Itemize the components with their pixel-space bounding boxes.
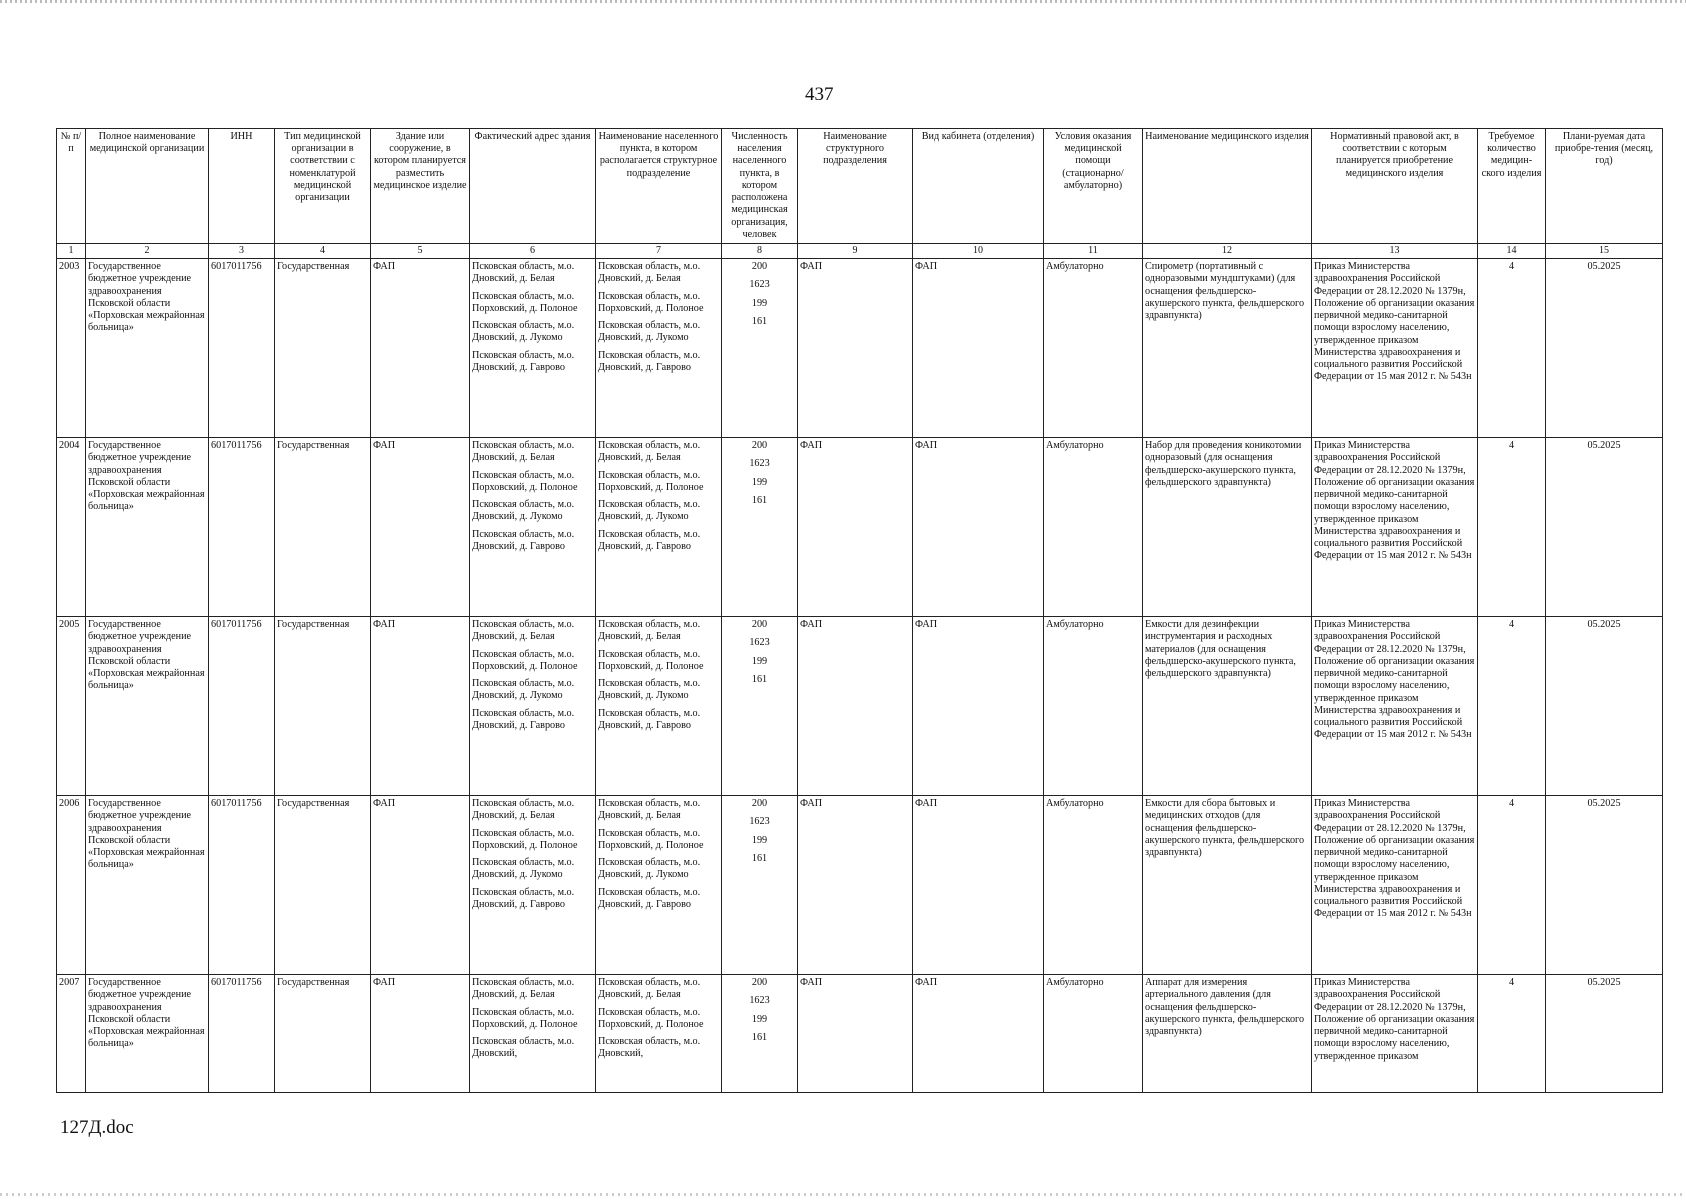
- settlement-cell: [596, 259, 722, 438]
- header-cell: № п/п: [57, 129, 86, 244]
- population: 161: [751, 673, 768, 685]
- settlement: Псковская область, м.о. Дновский, д. Гаврово: [598, 886, 701, 910]
- org-name: Государственное бюджетное учреждение здравоохранения Псковской области «Порховская межрайонная больница»: [86, 617, 209, 796]
- column-number: 10: [913, 244, 1044, 259]
- device-name: Емкости для дезинфекции инструментария и расходных материалов (для оснащения фельдшерско-акушерского пункта, фельдшерского здравпункта): [1143, 617, 1312, 796]
- planned-date: 05.2025: [1546, 796, 1663, 975]
- population: 1623: [749, 637, 770, 649]
- population: 161: [751, 852, 768, 864]
- address: Псковская область, м.о. Дновский, д. Белая: [472, 261, 575, 285]
- legal-act: Приказ Министерства здравоохранения Российской Федерации от 28.12.2020 № 1379н, Положение об организации оказания первичной медико-санитарной помощи взрослому населению, утвержденное приказом Министерства здравоохранения и социального развития Российской Федерации от 15 мая 2012 г. № 543н: [1312, 796, 1478, 975]
- header-cell: Вид кабинета (отделения): [913, 129, 1044, 244]
- column-number: 11: [1044, 244, 1143, 259]
- settlement: Псковская область, м.о. Дновский, д. Белая: [598, 440, 701, 464]
- address: Псковская область, м.о. Дновский, д. Гаврово: [472, 707, 575, 731]
- inn: 6017011756: [209, 617, 275, 796]
- row-number: 2005: [57, 617, 86, 796]
- address: Псковская область, м.о. Дновский, д. Лукомо: [472, 678, 575, 702]
- row-number: 2003: [57, 259, 86, 438]
- org-name: Государственное бюджетное учреждение здравоохранения Псковской области «Порховская межрайонная больница»: [86, 259, 209, 438]
- settlement: Псковская область, м.о. Дновский, д. Белая: [598, 619, 701, 643]
- population: 199: [751, 834, 768, 846]
- settlement: Псковская область, м.о. Дновский, д. Белая: [598, 261, 701, 285]
- column-number: 15: [1546, 244, 1663, 259]
- population: 199: [751, 297, 768, 309]
- header-cell: ИНН: [209, 129, 275, 244]
- address-cell: [470, 796, 596, 975]
- planned-date: 05.2025: [1546, 975, 1663, 1093]
- address: Псковская область, м.о. Дновский, д. Гаврово: [472, 886, 575, 910]
- care-conditions: Амбулаторно: [1044, 796, 1143, 975]
- address: Псковская область, м.о. Дновский, д. Белая: [472, 798, 575, 822]
- address: Псковская область, м.о. Дновский, д. Лукомо: [472, 320, 575, 344]
- settlement-cell: [596, 975, 722, 1093]
- settlement: Псковская область, м.о. Дновский, д. Гаврово: [598, 528, 701, 552]
- population: 200: [751, 619, 768, 631]
- population: 199: [751, 1013, 768, 1025]
- structural-unit: ФАП: [798, 438, 913, 617]
- table-row: [57, 438, 1663, 617]
- inn: 6017011756: [209, 259, 275, 438]
- inn: 6017011756: [209, 796, 275, 975]
- address: Псковская область, м.о. Дновский, д. Лукомо: [472, 857, 575, 881]
- settlement: Псковская область, м.о. Дновский, д. Белая: [598, 977, 701, 1001]
- building: ФАП: [371, 796, 470, 975]
- quantity: 4: [1478, 975, 1546, 1093]
- header-cell: Плани-руемая дата приобре-тения (месяц, год): [1546, 129, 1663, 244]
- org-name: Государственное бюджетное учреждение здравоохранения Псковской области «Порховская межрайонная больница»: [86, 975, 209, 1093]
- legal-act: Приказ Министерства здравоохранения Российской Федерации от 28.12.2020 № 1379н, Положение об организации оказания первичной медико-санитарной помощи взрослому населению, утвержденное приказом Министерства здравоохранения и социального развития Российской Федерации от 15 мая 2012 г. № 543н: [1312, 617, 1478, 796]
- column-number: 13: [1312, 244, 1478, 259]
- column-number: 5: [371, 244, 470, 259]
- cabinet-type: ФАП: [913, 259, 1044, 438]
- header-cell: Условия оказания медицинской помощи (стационарно/ амбулаторно): [1044, 129, 1143, 244]
- population: 200: [751, 440, 768, 452]
- population: 1623: [749, 995, 770, 1007]
- table-row: [57, 796, 1663, 975]
- table-row: [57, 617, 1663, 796]
- column-number: 6: [470, 244, 596, 259]
- address: Псковская область, м.о. Порховский, д. Полоное: [472, 1006, 578, 1030]
- column-number: 3: [209, 244, 275, 259]
- legal-act: Приказ Министерства здравоохранения Российской Федерации от 28.12.2020 № 1379н, Положение об организации оказания первичной медико-санитарной помощи взрослому населению, утвержденное приказом Министерства здравоохранения и социального развития Российской Федерации от 15 мая 2012 г. № 543н: [1312, 259, 1478, 438]
- care-conditions: Амбулаторно: [1044, 438, 1143, 617]
- header-cell: Здание или сооружение, в котором планируется разместить медицинское изделие: [371, 129, 470, 244]
- address: Псковская область, м.о. Дновский, д. Белая: [472, 977, 575, 1001]
- header-cell: Полное наименование медицинской организации: [86, 129, 209, 244]
- address: Псковская область, м.о. Дновский, д. Белая: [472, 440, 575, 464]
- inn: 6017011756: [209, 438, 275, 617]
- population-cell: [722, 259, 798, 438]
- settlement-cell: [596, 438, 722, 617]
- column-number: 4: [275, 244, 371, 259]
- legal-act: Приказ Министерства здравоохранения Российской Федерации от 28.12.2020 № 1379н, Положение об организации оказания первичной медико-санитарной помощи взрослому населению, утвержденное приказом: [1312, 975, 1478, 1093]
- quantity: 4: [1478, 438, 1546, 617]
- building: ФАП: [371, 438, 470, 617]
- address: Псковская область, м.о. Дновский, д. Гаврово: [472, 528, 575, 552]
- address-cell: [470, 975, 596, 1093]
- address-cell: [470, 617, 596, 796]
- settlement-cell: [596, 796, 722, 975]
- population-cell: [722, 975, 798, 1093]
- cabinet-type: ФАП: [913, 796, 1044, 975]
- column-number: 8: [722, 244, 798, 259]
- scan-edge-bottom: [0, 1193, 1686, 1196]
- structural-unit: ФАП: [798, 975, 913, 1093]
- row-number: 2007: [57, 975, 86, 1093]
- planned-date: 05.2025: [1546, 259, 1663, 438]
- population: 1623: [749, 458, 770, 470]
- population: 161: [751, 315, 768, 327]
- org-type: Государственная: [275, 617, 371, 796]
- settlement: Псковская область, м.о. Порховский, д. Полоное: [598, 1006, 704, 1030]
- cabinet-type: ФАП: [913, 617, 1044, 796]
- header-cell: Требуемое количество медицин-ского изделия: [1478, 129, 1546, 244]
- population: 1623: [749, 816, 770, 828]
- settlement: Псковская область, м.о. Порховский, д. Полоное: [598, 827, 704, 851]
- quantity: 4: [1478, 259, 1546, 438]
- address: Псковская область, м.о. Порховский, д. Полоное: [472, 827, 578, 851]
- column-number: 14: [1478, 244, 1546, 259]
- column-number: 9: [798, 244, 913, 259]
- quantity: 4: [1478, 617, 1546, 796]
- org-type: Государственная: [275, 975, 371, 1093]
- settlement: Псковская область, м.о. Дновский, д. Гаврово: [598, 707, 701, 731]
- equipment-table: [56, 128, 1663, 1093]
- settlement: Псковская область, м.о. Дновский,: [598, 1036, 701, 1060]
- header-cell: Тип медицинской организации в соответствии с номенклатурой медицинской организации: [275, 129, 371, 244]
- column-number: 7: [596, 244, 722, 259]
- building: ФАП: [371, 259, 470, 438]
- org-name: Государственное бюджетное учреждение здравоохранения Псковской области «Порховская межрайонная больница»: [86, 796, 209, 975]
- population: 200: [751, 798, 768, 810]
- address: Псковская область, м.о. Дновский, д. Лукомо: [472, 499, 575, 523]
- population: 200: [751, 261, 768, 273]
- settlement: Псковская область, м.о. Порховский, д. Полоное: [598, 648, 704, 672]
- address: Псковская область, м.о. Порховский, д. Полоное: [472, 290, 578, 314]
- population: 199: [751, 655, 768, 667]
- org-type: Государственная: [275, 438, 371, 617]
- scan-edge-top: [0, 0, 1686, 3]
- address: Псковская область, м.о. Дновский, д. Белая: [472, 619, 575, 643]
- building: ФАП: [371, 975, 470, 1093]
- header-cell: Нормативный правовой акт, в соответствии с которым планируется приобретение медицинского изделия: [1312, 129, 1478, 244]
- header-cell: Наименование структурного подразделения: [798, 129, 913, 244]
- org-type: Государственная: [275, 259, 371, 438]
- device-name: Спирометр (портативный с одноразовыми мундштуками) (для оснащения фельдшерско-акушерского пункта, фельдшерского здравпункта): [1143, 259, 1312, 438]
- header-cell: Фактический адрес здания: [470, 129, 596, 244]
- settlement: Псковская область, м.о. Дновский, д. Лукомо: [598, 857, 701, 881]
- device-name: Аппарат для измерения артериального давления (для оснащения фельдшерско-акушерского пункта, фельдшерского здравпункта): [1143, 975, 1312, 1093]
- settlement: Псковская область, м.о. Порховский, д. Полоное: [598, 469, 704, 493]
- header-cell: Наименование медицинского изделия: [1143, 129, 1312, 244]
- org-type: Государственная: [275, 796, 371, 975]
- legal-act: Приказ Министерства здравоохранения Российской Федерации от 28.12.2020 № 1379н, Положение об организации оказания первичной медико-санитарной помощи взрослому населению, утвержденное приказом Министерства здравоохранения и социального развития Российской Федерации от 15 мая 2012 г. № 543н: [1312, 438, 1478, 617]
- row-number: 2004: [57, 438, 86, 617]
- org-name: Государственное бюджетное учреждение здравоохранения Псковской области «Порховская межрайонная больница»: [86, 438, 209, 617]
- building: ФАП: [371, 617, 470, 796]
- table-row: [57, 259, 1663, 438]
- cabinet-type: ФАП: [913, 438, 1044, 617]
- address: Псковская область, м.о. Дновский,: [472, 1036, 575, 1060]
- settlement: Псковская область, м.о. Дновский, д. Гаврово: [598, 349, 701, 373]
- population: 161: [751, 494, 768, 506]
- header-cell: Наименование населенного пункта, в котором располагается структурное подразделение: [596, 129, 722, 244]
- address-cell: [470, 259, 596, 438]
- population: 1623: [749, 279, 770, 291]
- footer-filename: 127Д.doc: [60, 1117, 134, 1138]
- column-number-row: [57, 244, 1663, 259]
- planned-date: 05.2025: [1546, 438, 1663, 617]
- settlement: Псковская область, м.о. Дновский, д. Лукомо: [598, 678, 701, 702]
- settlement: Псковская область, м.о. Дновский, д. Лукомо: [598, 499, 701, 523]
- settlement: Псковская область, м.о. Дновский, д. Белая: [598, 798, 701, 822]
- planned-date: 05.2025: [1546, 617, 1663, 796]
- population: 199: [751, 476, 768, 488]
- header-cell: Численность населения населенного пункта, в котором расположена медицинская организация, человек: [722, 129, 798, 244]
- page-number: 437: [805, 84, 834, 105]
- settlement-cell: [596, 617, 722, 796]
- population: 200: [751, 977, 768, 989]
- population-cell: [722, 617, 798, 796]
- settlement: Псковская область, м.о. Дновский, д. Лукомо: [598, 320, 701, 344]
- population-cell: [722, 438, 798, 617]
- cabinet-type: ФАП: [913, 975, 1044, 1093]
- quantity: 4: [1478, 796, 1546, 975]
- device-name: Емкости для сбора бытовых и медицинских отходов (для оснащения фельдшерско-акушерского пункта, фельдшерского здравпункта): [1143, 796, 1312, 975]
- column-number: 1: [57, 244, 86, 259]
- column-number: 12: [1143, 244, 1312, 259]
- address: Псковская область, м.о. Порховский, д. Полоное: [472, 469, 578, 493]
- population-cell: [722, 796, 798, 975]
- table-row: [57, 975, 1663, 1093]
- settlement: Псковская область, м.о. Порховский, д. Полоное: [598, 290, 704, 314]
- column-number: 2: [86, 244, 209, 259]
- care-conditions: Амбулаторно: [1044, 617, 1143, 796]
- structural-unit: ФАП: [798, 796, 913, 975]
- care-conditions: Амбулаторно: [1044, 259, 1143, 438]
- header-row: [57, 129, 1663, 244]
- population: 161: [751, 1031, 768, 1043]
- address: Псковская область, м.о. Порховский, д. Полоное: [472, 648, 578, 672]
- structural-unit: ФАП: [798, 617, 913, 796]
- inn: 6017011756: [209, 975, 275, 1093]
- structural-unit: ФАП: [798, 259, 913, 438]
- address-cell: [470, 438, 596, 617]
- address: Псковская область, м.о. Дновский, д. Гаврово: [472, 349, 575, 373]
- device-name: Набор для проведения коникотомии одноразовый (для оснащения фельдшерско-акушерского пункта, фельдшерского здравпункта): [1143, 438, 1312, 617]
- row-number: 2006: [57, 796, 86, 975]
- care-conditions: Амбулаторно: [1044, 975, 1143, 1093]
